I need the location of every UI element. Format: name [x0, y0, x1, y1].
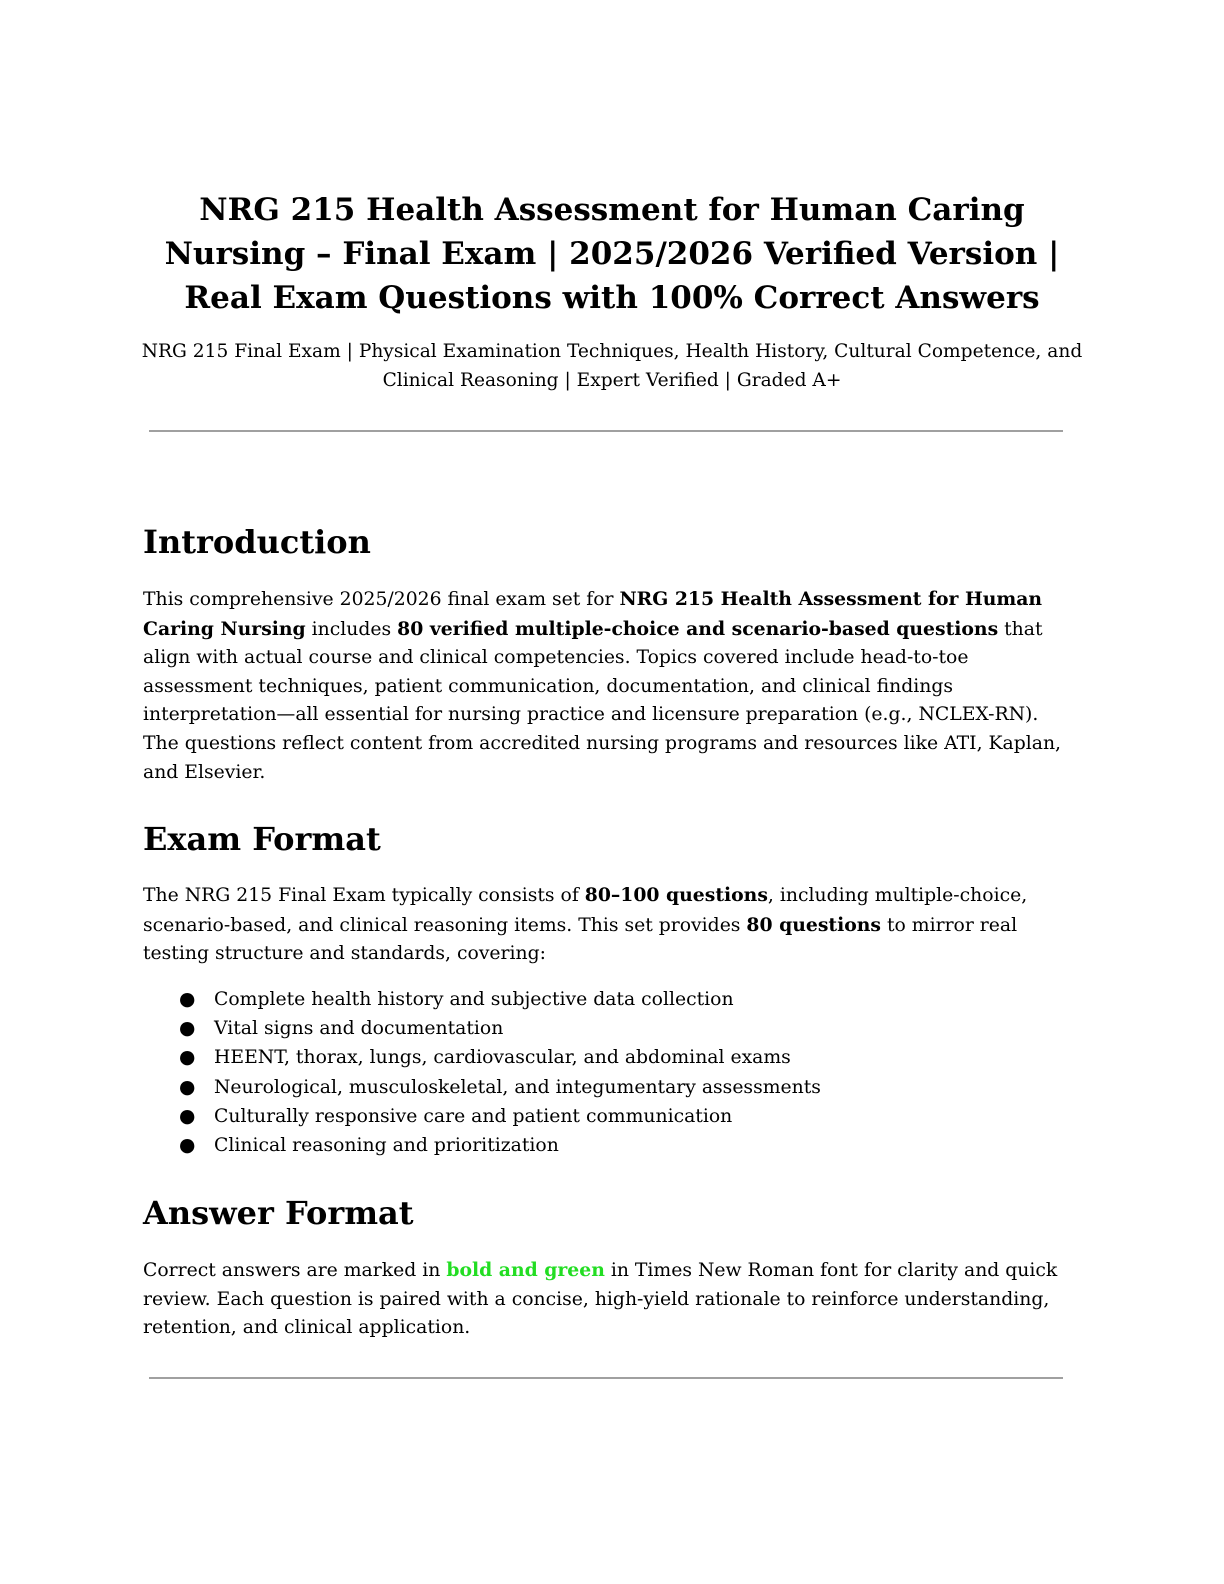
list-item — [143, 1102, 821, 1131]
bullet-icon: ● — [179, 1135, 196, 1157]
document-title: NRG 215 Health Assessment for Human Caring Nursing – Final Exam | 2025/2026 Verified Version | Real Exam Questions with 100% Correct Answers — [164, 192, 1060, 316]
bullet-icon: ● — [179, 989, 196, 1010]
bullet-icon: ● — [179, 1018, 196, 1040]
list-item-text: HEENT, thorax, lungs, cardiovascular, and abdominal exams — [214, 1047, 791, 1069]
list-item-text: Neurological, musculoskeletal, and integumentary assessments — [214, 1076, 821, 1098]
horizontal-divider-bottom — [149, 1377, 1063, 1379]
question-count-bold: 80 verified multiple-choice and scenario-based questions — [397, 617, 999, 640]
question-total-bold: 80 questions — [746, 913, 881, 936]
answer-format-heading: Answer Format — [143, 1194, 414, 1232]
bullet-icon: ● — [179, 1076, 196, 1098]
exam-format-text-1: The NRG 215 Final Exam typically consists of — [143, 885, 585, 906]
introduction-paragraph — [143, 585, 1073, 787]
list-item-text: Culturally responsive care and patient communication — [214, 1105, 733, 1127]
list-item-text: Vital signs and documentation — [214, 1018, 504, 1040]
introduction-text-2: includes — [305, 618, 398, 640]
horizontal-divider-top — [149, 430, 1063, 432]
question-range-bold: 80–100 questions — [584, 884, 768, 906]
answer-format-text-2: in Times New Roman font for clarity and quick review. Each question is paired with a concise, high-yield rationale to reinforce understanding, retention, and clinical application. — [143, 1260, 1058, 1339]
introduction-text-3: that align with actual course and clinical competencies. Topics covered include head-to-toe assessment techniques, patient communication, documentation, and clinical findings interpretation—all essential for nursing practice and licensure preparation (e.g., NCLEX-RN). The questions reflect content from accredited nursing programs and resources like ATI, Kaplan, and Elsevier. — [143, 618, 1062, 783]
green-highlight-text: bold and green — [446, 1259, 605, 1281]
course-name-bold: NRG 215 Health Assessment for Human Caring Nursing — [143, 588, 1043, 640]
list-item — [143, 985, 821, 1014]
bullet-icon: ● — [179, 1105, 196, 1127]
answer-format-paragraph — [143, 1256, 1073, 1343]
exam-format-text-3: to mirror real testing structure and standards, covering: — [143, 914, 1018, 965]
introduction-heading: Introduction — [143, 523, 371, 561]
exam-format-text-2: , including multiple-choice, scenario-based, and clinical reasoning items. This set provides — [143, 885, 1028, 936]
exam-format-heading: Exam Format — [143, 820, 381, 858]
list-item — [143, 1014, 821, 1043]
list-item-text: Clinical reasoning and prioritization — [214, 1135, 559, 1157]
document-subtitle: NRG 215 Final Exam | Physical Examination Techniques, Health History, Cultural Competence, and Clinical Reasoning | Expert Verified | Graded A+ — [141, 341, 1083, 391]
list-item — [143, 1131, 821, 1160]
introduction-text-1: This comprehensive 2025/2026 final exam set for — [143, 589, 620, 610]
exam-format-paragraph — [143, 881, 1073, 969]
topics-list — [143, 985, 821, 1160]
list-item — [143, 1043, 821, 1072]
list-item-text: Complete health history and subjective data collection — [214, 989, 734, 1010]
bullet-icon: ● — [179, 1047, 196, 1069]
answer-format-text-1: Correct answers are marked in — [143, 1260, 447, 1281]
list-item — [143, 1073, 821, 1102]
